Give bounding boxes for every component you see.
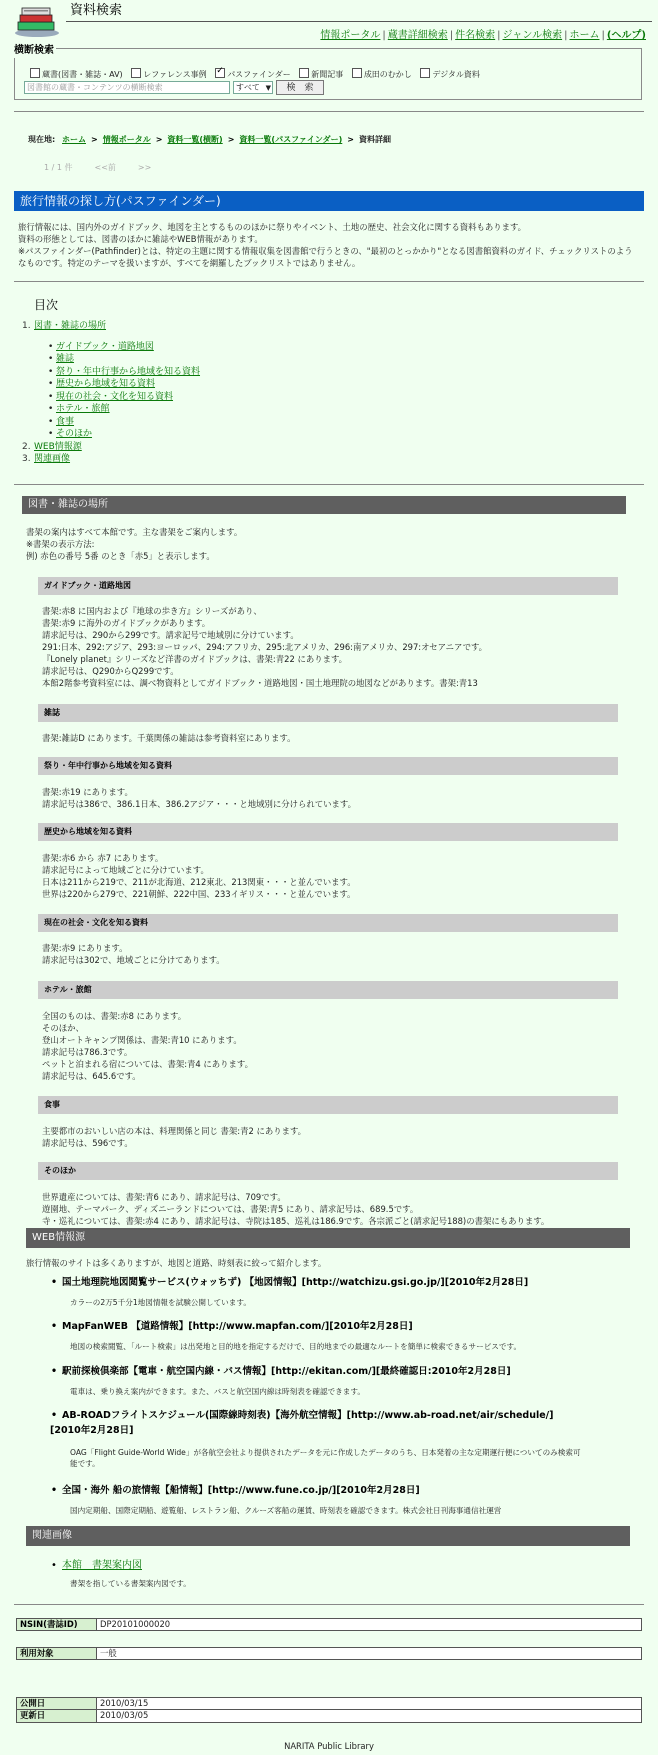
divider xyxy=(14,281,644,282)
sub-magazine-header: 雑誌 xyxy=(38,704,618,722)
nsin-value: DP20101000020 xyxy=(97,1619,642,1631)
section-images-header: 関連画像 xyxy=(26,1526,630,1546)
nav-genre-search[interactable]: ジャンル検索 xyxy=(502,30,563,41)
text-line: 請求記号は、645.6です。 xyxy=(42,1071,141,1081)
sub-other-text xyxy=(42,1191,549,1227)
sub-festival-header: 祭り・年中行事から地域を知る資料 xyxy=(38,757,618,775)
option-label: デジタル資料 xyxy=(432,70,480,79)
text-line: 請求記号によって地域ごとに分けています。 xyxy=(42,865,209,875)
text-line: 本館2階参考資料室には、調べ物資料としてガイドブック・道路地図・国土地理院の地図などがあります。書架:青13 xyxy=(42,678,478,688)
toc-item-web[interactable]: WEB情報源 xyxy=(34,441,82,452)
title-divider xyxy=(66,21,652,22)
text-line: ペットと泊まれる宿については、書架:青4 にあります。 xyxy=(42,1059,253,1069)
checkbox-narita-history[interactable] xyxy=(352,68,362,78)
toc-sub-guidebook[interactable]: ガイドブック・道路地図 xyxy=(56,341,154,352)
chevron-down-icon: ▼ xyxy=(265,84,271,92)
option-digital[interactable] xyxy=(420,70,480,79)
web-item-title-text: 国土地理院地図閲覧サービス(ウォッちず) 【地図情報】[http://watchizu.gsi.go.jp/][2010年2月28日] xyxy=(62,1277,529,1288)
breadcrumb: 現在地: ホーム > 情報ポータル > 資料一覧(横断) > 資料一覧(パスファインダー) > 資料詳細 xyxy=(28,135,391,144)
search-input[interactable]: 図書館の蔵書・コンテンツの横断検索 xyxy=(24,81,230,94)
divider xyxy=(14,111,644,112)
text-line: 遊園地、テーマパーク、ディズニーランドについては、書架:青5 にあり、請求記号は、689.5です。 xyxy=(42,1204,419,1214)
section-books-text xyxy=(26,526,242,562)
text-line: 主要都市のおいしい店の本は、料理関係と同じ 書架:青2 にあります。 xyxy=(42,1126,307,1136)
breadcrumb-prefix: 現在地: xyxy=(28,135,56,144)
sub-history-header: 歴史から地域を知る資料 xyxy=(38,823,618,841)
sub-magazine-text xyxy=(42,732,295,744)
toc-sub-hotel[interactable]: ホテル・旅館 xyxy=(56,404,110,414)
divider xyxy=(14,1604,644,1605)
sub-hotel-text xyxy=(42,1010,253,1082)
text-line: 請求記号は、Q290からQ299です。 xyxy=(42,666,179,676)
checkbox-digital[interactable] xyxy=(420,68,430,78)
toc-item-books-magazines[interactable]: 図書・雑誌の場所 xyxy=(34,321,107,331)
table-of-contents: 1. 図書・雑誌の場所 • ガイドブック・道路地図 • 雑誌 • 祭り・年中行事から地域を知る資料 • 歴史から地域を知る資料 • 現在の社会・文化を知る資料 • ホテル・旅館 • 食事 • そのほか 2. WEB情報源 3. 関連画像 xyxy=(22,321,201,464)
web-item-desc: カラーの2万5千分1地図情報を試験公開しています。 xyxy=(70,1298,251,1307)
checkbox-reference[interactable] xyxy=(131,68,141,78)
web-item-title-cont: [2010年2月28日] xyxy=(50,1425,134,1436)
sub-other-header: そのほか xyxy=(38,1162,618,1180)
app-title: 資料検索 xyxy=(70,3,123,18)
option-label: パスファインダー xyxy=(227,70,291,79)
text-line: そのほか、 xyxy=(42,1023,84,1033)
breadcrumb-info-portal[interactable]: 情報ポータル xyxy=(102,135,151,144)
option-label: レファレンス事例 xyxy=(143,70,207,79)
toc-number: 3. xyxy=(22,454,31,464)
text-line: 書架:赤8 に国内および『地球の歩き方』シリーズがあり、 xyxy=(42,606,262,616)
web-item-title: • 国土地理院地図閲覧サービス(ウォッちず) 【地図情報】[http://watchizu.gsi.go.jp/][2010年2月28日] xyxy=(51,1277,529,1288)
text-line: 例) 赤色の番号 5番 のとき「赤5」と表示します。 xyxy=(26,551,215,561)
web-item-desc xyxy=(70,1447,581,1469)
divider xyxy=(14,484,644,485)
sub-society-text xyxy=(42,942,225,966)
toc-sub-history[interactable]: 歴史から地域を知る資料 xyxy=(56,379,156,389)
option-reference[interactable] xyxy=(131,70,206,79)
option-label: 成田のむかし xyxy=(363,70,412,79)
toc-sub-food[interactable]: 食事 xyxy=(56,416,75,427)
published-label: 公開日 xyxy=(17,1698,97,1710)
toc-sub-society[interactable]: 現在の社会・文化を知る資料 xyxy=(56,391,174,402)
intro-line: 旅行情報には、国内外のガイドブック、地図を主とするもののほかに祭りやイベント、土地の歴史、社会文化に関する資料もあります。 xyxy=(18,222,527,232)
cross-search-legend: 横断検索 xyxy=(14,45,54,56)
toc-sub-festival[interactable]: 祭り・年中行事から地域を知る資料 xyxy=(56,366,201,377)
web-item-title-text: MapFanWEB 【道路情報】[http://www.mapfan.com/][2010年2月28日] xyxy=(62,1321,413,1332)
related-image-item: • 本館 書架案内図 xyxy=(51,1560,142,1571)
web-item-title-text: 全国・海外 船の旅情報【船情報】[http://www.fune.co.jp/][2010年2月28日] xyxy=(62,1485,420,1496)
intro-text xyxy=(18,221,648,269)
updated-label: 更新日 xyxy=(17,1710,97,1722)
breadcrumb-home[interactable]: ホーム xyxy=(62,135,86,144)
web-item-title: • MapFanWEB 【道路情報】[http://www.mapfan.com/][2010年2月28日] xyxy=(51,1321,413,1332)
text-line: 『Lonely planet』シリーズなど洋書のガイドブックは、書架:青22 にあります。 xyxy=(42,654,348,664)
text-line: 書架:赤19 にあります。 xyxy=(42,787,133,797)
target-value: 一般 xyxy=(97,1648,642,1660)
web-item-title-text: 駅前探検倶楽部【電車・航空国内線・バス情報】[http://ekitan.com/][最終確認日:2010年2月28日] xyxy=(62,1366,511,1377)
toc-number: 2. xyxy=(22,441,31,452)
text-line: 書架:赤9 に海外のガイドブックがあります。 xyxy=(42,618,211,628)
web-item-title-text: AB-ROADフライトスケジュール(国際線時刻表)【海外航空情報】[http://www.ab-road.net/air/schedule/] xyxy=(62,1410,554,1421)
pager-next[interactable]: >> xyxy=(137,163,152,172)
meta-dates-table xyxy=(16,1697,642,1723)
text-line: 請求記号は786.3です。 xyxy=(42,1047,133,1057)
text-line: 書架の案内はすべて本館です。主な書架をご案内します。 xyxy=(26,527,243,537)
option-label: 蔵書(図書・雑誌・AV) xyxy=(42,70,123,79)
published-value: 2010/03/15 xyxy=(97,1698,642,1710)
sub-society-header: 現在の社会・文化を知る資料 xyxy=(38,914,618,932)
text-line: 291:日本、292:アジア、293:ヨーロッパ、294:アフリカ、295:北アメリカ、296:南アメリカ、297:オセアニアです。 xyxy=(42,642,488,652)
text-line: 書架:赤9 にあります。 xyxy=(42,943,128,953)
toc-item-images[interactable]: 関連画像 xyxy=(34,454,71,464)
sub-history-text xyxy=(42,852,356,900)
top-navigation: 情報ポータル | 蔵書詳細検索 | 件名検索 | ジャンル検索 | ホーム | (ヘルプ) xyxy=(320,30,646,41)
pager-count: 1 / 1 件 xyxy=(44,163,73,172)
pager xyxy=(44,163,173,174)
checkbox-pathfinder[interactable] xyxy=(215,68,225,78)
checkbox-newspaper[interactable] xyxy=(299,68,309,78)
intro-line: ※パスファインダー(Pathfinder)とは、特定の主題に関する情報収集を図書館で行うときの、"最初のとっかかり"となる図書館資料のガイド、チェックリストのよう xyxy=(18,246,633,256)
books-logo-icon xyxy=(14,4,60,38)
toc-title: 目次 xyxy=(34,298,59,312)
text-line: 書架:雑誌D にあります。千葉関係の雑誌は参考資料室にあります。 xyxy=(42,733,296,743)
related-image-link[interactable]: 本館 書架案内図 xyxy=(62,1560,142,1571)
nav-subject-search[interactable]: 件名検索 xyxy=(455,30,496,41)
intro-line: なものです。特定のテーマを扱いますが、すべてを網羅したブックリストではありません。 xyxy=(18,258,361,268)
text-line: 請求記号は386で、386.1日本、386.2アジア・・・と地域別に分けられています。 xyxy=(42,799,357,809)
section-web-header: WEB情報源 xyxy=(26,1228,630,1248)
search-button[interactable]: 検 索 xyxy=(276,80,324,95)
intro-line: 資料の形態としては、図書のほかに雑誌やWEB情報があります。 xyxy=(18,234,263,244)
sub-guidebook-header: ガイドブック・道路地図 xyxy=(38,577,618,595)
web-item-desc: 地図の検索閲覧、「ルート検索」は出発地と目的地を指定するだけで、目的地までの最適なルートを簡単に検索できるサービスです。 xyxy=(70,1342,522,1351)
sub-food-text xyxy=(42,1125,306,1149)
web-item-title: • 全国・海外 船の旅情報【船情報】[http://www.fune.co.jp/][2010年2月28日] xyxy=(51,1485,420,1496)
option-label: 新聞記事 xyxy=(311,70,344,79)
text-line: 寺・巡礼については、書架:赤4 にあり、請求記号は、寺院は185、巡礼は186.9です。各宗派ごと(請求記号188)の書架にもあります。 xyxy=(42,1216,550,1226)
text-line: ※書架の表示方法: xyxy=(26,539,95,549)
meta-target-table xyxy=(16,1647,642,1660)
updated-value: 2010/03/05 xyxy=(97,1710,642,1722)
text-line: 書架:赤6 から 赤7 にあります。 xyxy=(42,853,164,863)
scope-select[interactable] xyxy=(233,81,273,94)
text-line: 請求記号は302で、地域ごとに分けてあります。 xyxy=(42,955,225,965)
web-item-desc: 国内定期船、国際定期船、遊覧船、レストラン船、クルーズ客船の運賃、時刻表を確認できます。株式会社日刊海事通信社運営 xyxy=(70,1506,502,1515)
scope-select-value: すべて xyxy=(236,83,260,92)
target-label: 利用対象 xyxy=(17,1648,97,1660)
page-title: 旅行情報の探し方(パスファインダー) xyxy=(14,191,644,211)
text-line: 日本は211から219で、211が北海道、212東北、213関東・・・と並んでいます。 xyxy=(42,877,356,887)
nav-home[interactable]: ホーム xyxy=(569,30,600,41)
text-line: 登山オートキャンプ関係は、書架:青10 にあります。 xyxy=(42,1035,242,1045)
nav-help[interactable]: (ヘルプ) xyxy=(606,30,646,41)
nsin-label: NSIN(書誌ID) xyxy=(17,1619,97,1631)
text-line: 世界は220から279で、221朝鮮、222中国、233イギリス・・・と並んでいます。 xyxy=(42,889,356,899)
option-collection[interactable] xyxy=(30,70,123,79)
footer: NARITA Public Library xyxy=(284,1741,374,1751)
related-image-desc: 書架を指している書架案内図です。 xyxy=(70,1579,191,1588)
web-item-title: • AB-ROADフライトスケジュール(国際線時刻表)【海外航空情報】[http://www.ab-road.net/air/schedule/] xyxy=(51,1410,554,1421)
section-web-lead: 旅行情報のサイトは多くありますが、地図と道路、時刻表に絞って紹介します。 xyxy=(26,1258,327,1268)
breadcrumb-list-cross[interactable]: 資料一覧(横断) xyxy=(167,135,223,144)
sub-guidebook-text xyxy=(42,605,487,689)
breadcrumb-current: 資料詳細 xyxy=(358,135,391,144)
sub-festival-text xyxy=(42,786,356,810)
text-line: 世界遺産については、書架:青6 にあり、請求記号は、709です。 xyxy=(42,1192,286,1202)
web-item-desc: 電車は、乗り換え案内ができます。また、バスと航空国内線は時刻表を確認できます。 xyxy=(70,1387,365,1396)
pager-prev[interactable]: <<前 xyxy=(94,163,116,172)
text-line: 請求記号は、290から299です。請求記号で地域別に分けています。 xyxy=(42,630,299,640)
toc-sub-other[interactable]: そのほか xyxy=(56,429,93,439)
option-pathfinder[interactable] xyxy=(215,70,291,79)
sub-food-header: 食事 xyxy=(38,1096,618,1114)
text-line: OAG「Flight Guide-World Wide」が各航空会社より提供されたデータを元に作成したデータのうち、日本発着の主な定期運行便についてのみ検索可 xyxy=(70,1448,581,1457)
section-books-magazines-header: 図書・雑誌の場所 xyxy=(22,496,626,514)
sub-hotel-header: ホテル・旅館 xyxy=(38,981,618,999)
toc-sub-magazine[interactable]: 雑誌 xyxy=(56,354,75,364)
meta-nsin-table xyxy=(16,1618,642,1631)
search-options xyxy=(30,68,486,81)
text-line: 能です。 xyxy=(70,1459,100,1468)
text-line: 全国のものは、書架:赤8 にあります。 xyxy=(42,1011,187,1021)
option-narita-history[interactable] xyxy=(352,70,412,79)
text-line: 請求記号は、596です。 xyxy=(42,1138,133,1148)
toc-number: 1. xyxy=(22,321,31,331)
web-item-title: • 駅前探検倶楽部【電車・航空国内線・バス情報】[http://ekitan.com/][最終確認日:2010年2月28日] xyxy=(51,1366,511,1377)
nav-info-portal[interactable]: 情報ポータル xyxy=(320,30,381,41)
nav-advanced-search[interactable]: 蔵書詳細検索 xyxy=(387,30,448,41)
checkbox-collection[interactable] xyxy=(30,68,40,78)
option-newspaper[interactable] xyxy=(299,70,343,79)
breadcrumb-list-pathfinder[interactable]: 資料一覧(パスファインダー) xyxy=(239,135,343,144)
